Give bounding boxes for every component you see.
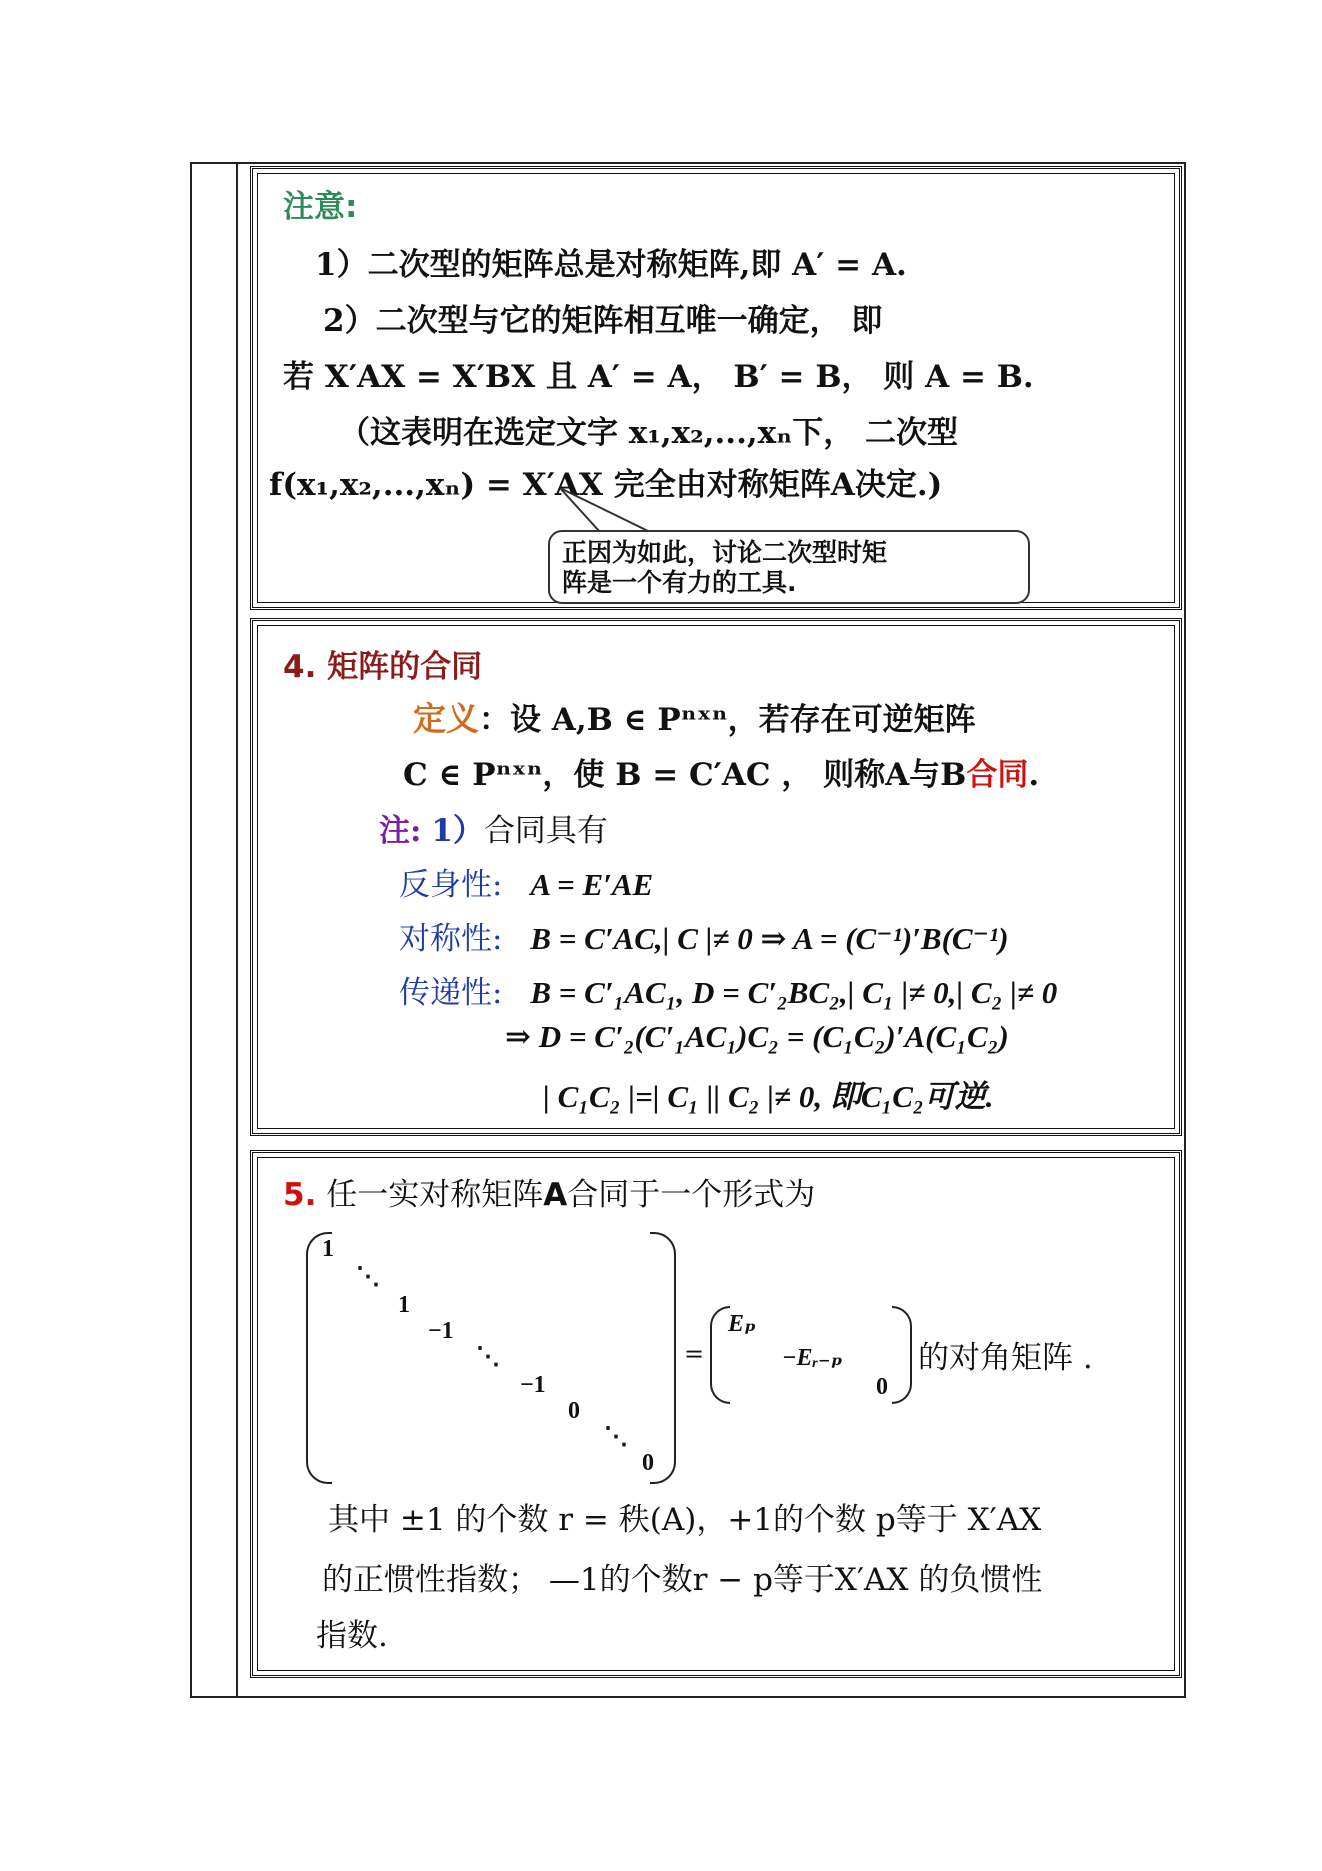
note-label: 注: bbox=[379, 813, 422, 849]
matrix-left-bracket bbox=[306, 1232, 332, 1484]
reflexive-expr: A = E′AE bbox=[530, 867, 654, 902]
block-left-bracket bbox=[710, 1306, 730, 1404]
theorem-title-A: A bbox=[543, 1177, 568, 1213]
definition-line-1 bbox=[413, 693, 976, 740]
matrix-entry-1: 1 bbox=[322, 1236, 334, 1262]
definition-text-2: C ∈ Pⁿˣⁿ，使 B = C′AC ， 则称A与B bbox=[403, 757, 967, 793]
reflexive-line bbox=[399, 859, 653, 904]
theorem-title-rest: 合同于一个形式为 bbox=[567, 1177, 816, 1213]
note-line-4: （这表明在选定文字 x₁,x₂,...,xₙ下， 二次型 bbox=[339, 415, 959, 451]
transitive-line-3: | C₁C₂ |=| C₁ || C₂ |≠ 0, 即C₁C₂可逆. bbox=[543, 1079, 994, 1114]
theorem-line-1: 其中 ±1 的个数 r = 秩(A)，+1的个数 p等于 X′AX bbox=[328, 1502, 1042, 1538]
transitive-label: 传递性: bbox=[399, 975, 503, 1011]
symmetric-line bbox=[399, 913, 1009, 958]
matrix-dots-1: ⋱ bbox=[356, 1264, 380, 1290]
matrix-entry-5: 0 bbox=[568, 1398, 580, 1424]
note-text: 合同具有 bbox=[483, 813, 608, 849]
callout-line-2: 阵是一个有力的工具. bbox=[562, 568, 797, 597]
table-column-divider bbox=[236, 162, 238, 1698]
transitive-line bbox=[399, 967, 1057, 1012]
definition-text-1: ：设 A,B ∈ Pⁿˣⁿ，若存在可逆矩阵 bbox=[479, 702, 976, 738]
symmetric-expr: B = C′AC,| C |≠ 0 ⇒ A = (C⁻¹)′B(C⁻¹) bbox=[530, 921, 1009, 956]
note-title: 注意: bbox=[283, 189, 358, 225]
theorem-title-text: 任一实对称矩阵 bbox=[316, 1177, 544, 1213]
theorem-number: 5. bbox=[283, 1177, 317, 1213]
theorem-line-3: 指数. bbox=[316, 1618, 388, 1654]
matrix-entry-6: 0 bbox=[642, 1450, 654, 1476]
matrix-dots-2: ⋱ bbox=[476, 1344, 500, 1370]
matrix-right-bracket bbox=[650, 1232, 676, 1484]
matrix-entry-3: −1 bbox=[428, 1318, 454, 1344]
matrix-entry-2: 1 bbox=[398, 1292, 410, 1318]
transitive-expr: B = C′₁AC₁, D = C′₂BC₂,| C₁ |≠ 0,| C₂ |≠ 0 bbox=[530, 975, 1058, 1010]
block-Ep: Eₚ bbox=[728, 1311, 756, 1337]
theorem-title bbox=[283, 1169, 815, 1214]
transitive-line-2: ⇒ D = C′₂(C′₁AC₁)C₂ = (C₁C₂)′A(C₁C₂) bbox=[505, 1019, 1009, 1054]
congruence-title: 4. 矩阵的合同 bbox=[283, 649, 483, 685]
callout-line-1: 正因为如此，讨论二次型时矩 bbox=[562, 538, 888, 567]
congruence-box bbox=[250, 618, 1182, 1136]
note-line-2: 2）二次型与它的矩阵相互唯一确定， 即 bbox=[323, 303, 883, 339]
congruent-term: 合同 bbox=[966, 757, 1029, 793]
definition-period: . bbox=[1028, 757, 1040, 793]
reflexive-label: 反身性: bbox=[399, 867, 503, 903]
note-line-1: 1）二次型的矩阵总是对称矩阵,即 A′ = A. bbox=[315, 247, 907, 283]
block-right-bracket bbox=[892, 1306, 912, 1404]
callout-pointer bbox=[560, 488, 670, 534]
note-1-line bbox=[379, 805, 608, 850]
note-number: 1） bbox=[431, 813, 484, 849]
theorem-line-2: 的正惯性指数； —1的个数r − p等于X′AX 的负惯性 bbox=[322, 1562, 1043, 1598]
definition-line-2 bbox=[403, 749, 1039, 794]
matrix-dots-3: ⋱ bbox=[604, 1424, 628, 1450]
definition-label: 定义 bbox=[413, 699, 479, 738]
note-line-3: 若 X′AX = X′BX 且 A′ = A， B′ = B， 则 A = B. bbox=[283, 359, 1034, 395]
block-Erp: −Eᵣ₋ₚ bbox=[782, 1345, 843, 1371]
symmetric-label: 对称性: bbox=[399, 921, 503, 957]
matrix-entry-4: −1 bbox=[520, 1372, 546, 1398]
block-zero: 0 bbox=[876, 1374, 888, 1400]
equals-sign: = bbox=[684, 1340, 705, 1368]
callout-bubble bbox=[548, 530, 1030, 604]
diagonal-matrix-text: 的对角矩阵 . bbox=[918, 1340, 1093, 1376]
note-line-5: f(x₁,x₂,...,xₙ) = X′AX 完全由对称矩阵A决定.) bbox=[269, 467, 943, 503]
